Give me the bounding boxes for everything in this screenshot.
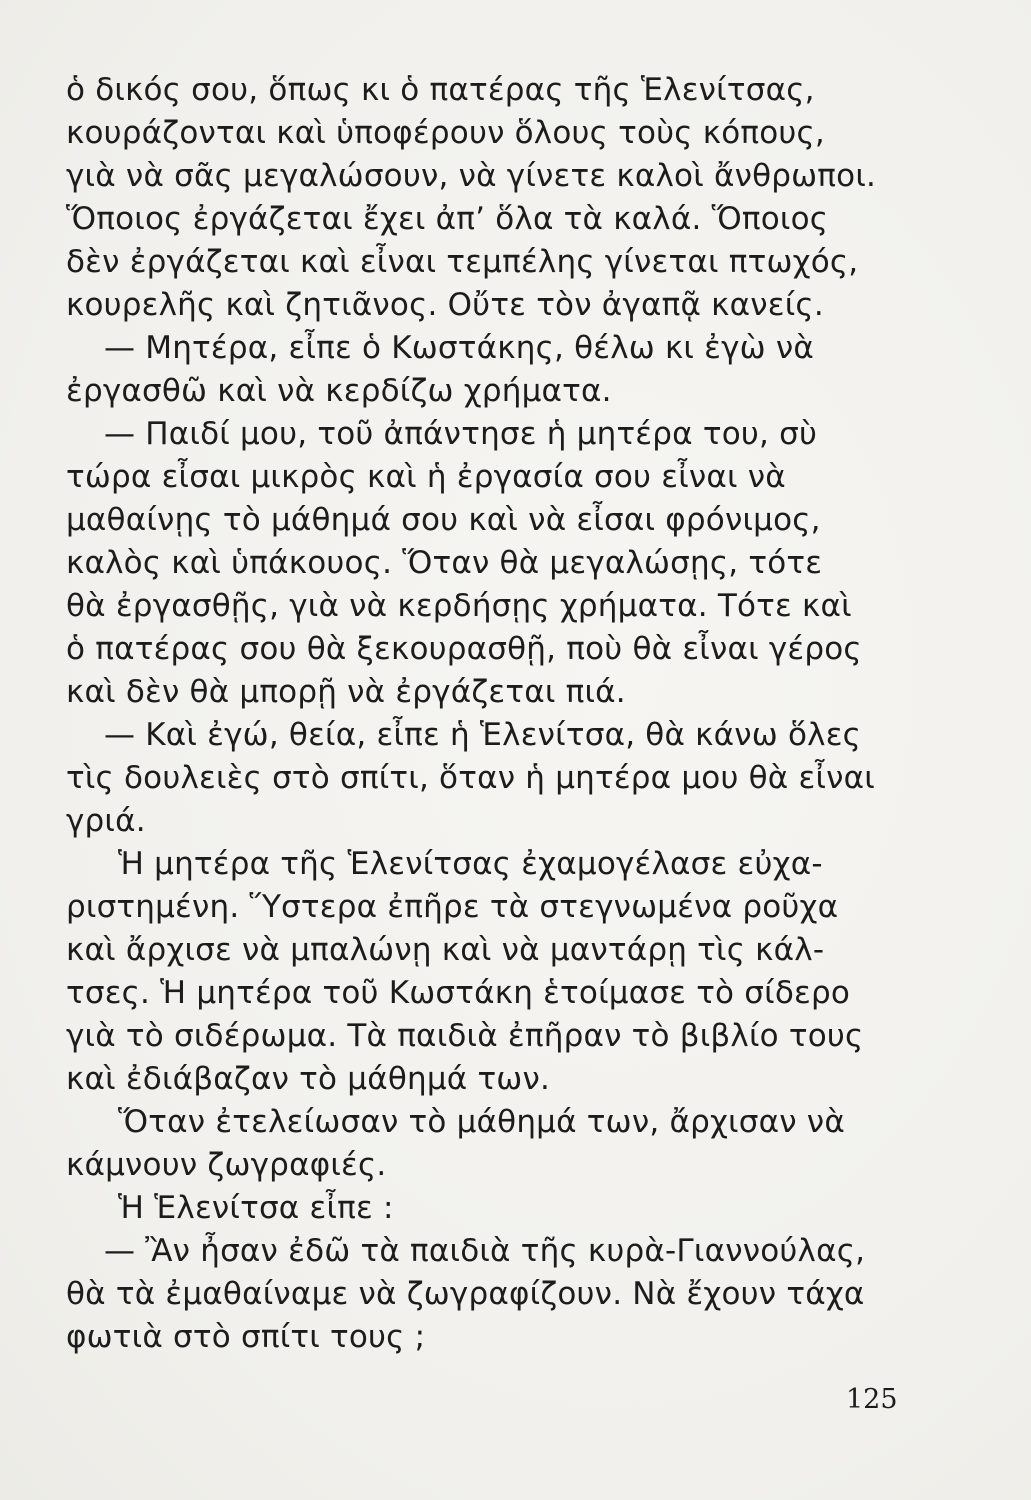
text-line: Ὅταν ἐτελείωσαν τὸ μάθημά των, ἄρχισαν νὰ: [118, 1104, 845, 1140]
text-line: καλὸς καὶ ὑπάκουος. Ὅταν θὰ μεγαλώσῃς, τότε: [66, 545, 823, 581]
text-line: ἐργασθῶ καὶ νὰ κερδίζω χρήματα.: [66, 373, 612, 409]
text-line: Ἡ μητέρα τῆς Ἑλενίτσας ἐχαμογέλασε εὐχα-: [118, 846, 823, 882]
text-line: — Παιδί μου, τοῦ ἀπάντησε ἡ μητέρα του, σὺ: [104, 416, 818, 452]
text-line: μαθαίνῃς τὸ μάθημά σου καὶ νὰ εἶσαι φρόνιμος,: [66, 502, 821, 538]
text-line: κουρελῆς καὶ ζητιᾶνος. Οὔτε τὸν ἀγαπᾷ κανείς.: [66, 287, 824, 323]
text-line: ὁ πατέρας σου θὰ ξεκουρασθῇ, ποὺ θὰ εἶναι γέρος: [66, 631, 862, 667]
page-number: 125: [846, 1384, 898, 1415]
text-line: — Καὶ ἐγώ, θεία, εἶπε ἡ Ἑλενίτσα, θὰ κάνω ὅλες: [104, 717, 862, 753]
text-line: τσες. Ἡ μητέρα τοῦ Κωστάκη ἑτοίμασε τὸ σίδερο: [66, 975, 850, 1011]
text-line: τώρα εἶσαι μικρὸς καὶ ἡ ἐργασία σου εἶναι νὰ: [66, 459, 786, 495]
text-line: θὰ ἐργασθῇς, γιὰ νὰ κερδήσῃς χρήματα. Τότε καὶ: [66, 588, 852, 624]
text-line: γριά.: [66, 803, 146, 839]
text-line: καὶ δὲν θὰ μπορῇ νὰ ἐργάζεται πιά.: [66, 674, 626, 710]
text-line: ὁ δικός σου, ὅπως κι ὁ πατέρας τῆς Ἑλενίτσας,: [66, 72, 815, 108]
text-line: κουράζονται καὶ ὑποφέρουν ὅλους τοὺς κόπους,: [66, 115, 825, 151]
text-line: Ὅποιος ἐργάζεται ἔχει ἀπ’ ὅλα τὰ καλά. Ὅποιος: [66, 201, 829, 237]
text-line: κάμνουν ζωγραφιές.: [66, 1147, 387, 1183]
text-line: δὲν ἐργάζεται καὶ εἶναι τεμπέλης γίνεται πτωχός,: [66, 244, 859, 280]
text-line: γιὰ νὰ σᾶς μεγαλώσουν, νὰ γίνετε καλοὶ ἄνθρωποι.: [66, 158, 877, 194]
text-line: ριστημένη. Ὕστερα ἐπῆρε τὰ στεγνωμένα ροῦχα: [66, 889, 839, 925]
text-line: — Μητέρα, εἶπε ὁ Κωστάκης, θέλω κι ἐγὼ νὰ: [104, 330, 815, 366]
text-line: Ἡ Ἑλενίτσα εἶπε :: [118, 1190, 394, 1226]
text-line: — Ἂν ἦσαν ἐδῶ τὰ παιδιὰ τῆς κυρὰ-Γιαννούλας,: [104, 1233, 866, 1269]
text-line: τὶς δουλειὲς στὸ σπίτι, ὅταν ἡ μητέρα μου θὰ εἶναι: [66, 760, 875, 796]
text-line: θὰ τὰ ἐμαθαίναμε νὰ ζωγραφίζουν. Νὰ ἔχουν τάχα: [66, 1276, 865, 1312]
text-line: καὶ ἐδιάβαζαν τὸ μάθημά των.: [66, 1061, 551, 1097]
text-line: καὶ ἄρχισε νὰ μπαλώνῃ καὶ νὰ μαντάρῃ τὶς κάλ-: [66, 932, 825, 968]
text-line: φωτιὰ στὸ σπίτι τους ;: [66, 1319, 426, 1355]
text-line: γιὰ τὸ σιδέρωμα. Τὰ παιδιὰ ἐπῆραν τὸ βιβλίο τους: [66, 1018, 864, 1054]
